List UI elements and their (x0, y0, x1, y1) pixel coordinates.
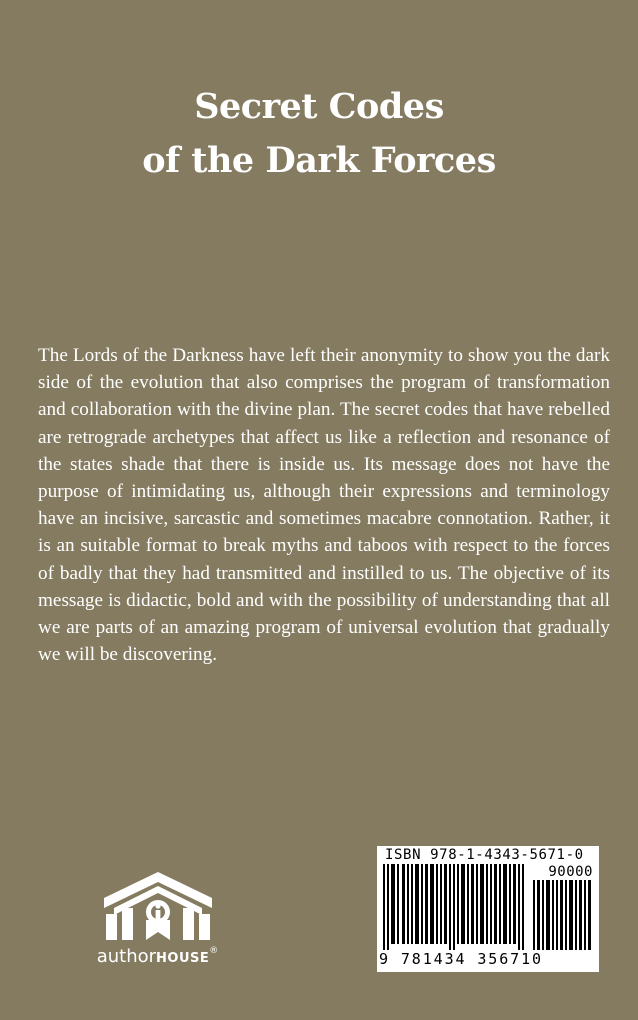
isbn-barcode (377, 846, 599, 972)
publisher-name-prefix: author (96, 946, 157, 967)
book-title (0, 80, 638, 188)
ean-barcode-bars (383, 864, 529, 950)
title-line-1: Secret Codes (194, 86, 444, 127)
publisher-logo (70, 868, 245, 978)
publisher-name (70, 946, 245, 967)
ean-number: 9 781434 356710 (379, 950, 543, 968)
price-code: 90000 (548, 864, 593, 880)
registered-mark: ® (209, 946, 219, 956)
title-line-2: of the Dark Forces (142, 140, 496, 181)
authorhouse-house-logo-icon (98, 868, 218, 942)
back-cover-blurb: The Lords of the Darkness have left their anonymity to show you the dark side of the evolution that also comprises the program of transformation and collaboration with the divine plan. The secret codes that have rebelled are retrograde archetypes that affect us like a reflection and resonance of the states shade that there is inside us. Its message does not have the purpose of intimidating us, although their expressions and terminology have an incisive, sarcastic and sometimes macabre connotation. Rather, it is an suitable format to break myths and taboos with respect to the forces of badly that they had transmitted and instilled to us. The objective of its message is didactic, bold and with the possibility of understanding that all we are parts of an amazing program of universal evolution that gradually we will be discovering. (38, 345, 610, 666)
isbn-label: ISBN 978-1-4343-5671-0 (385, 847, 584, 863)
publisher-name-suffix: HOUSE (156, 951, 210, 966)
price-barcode-bars (533, 880, 593, 950)
